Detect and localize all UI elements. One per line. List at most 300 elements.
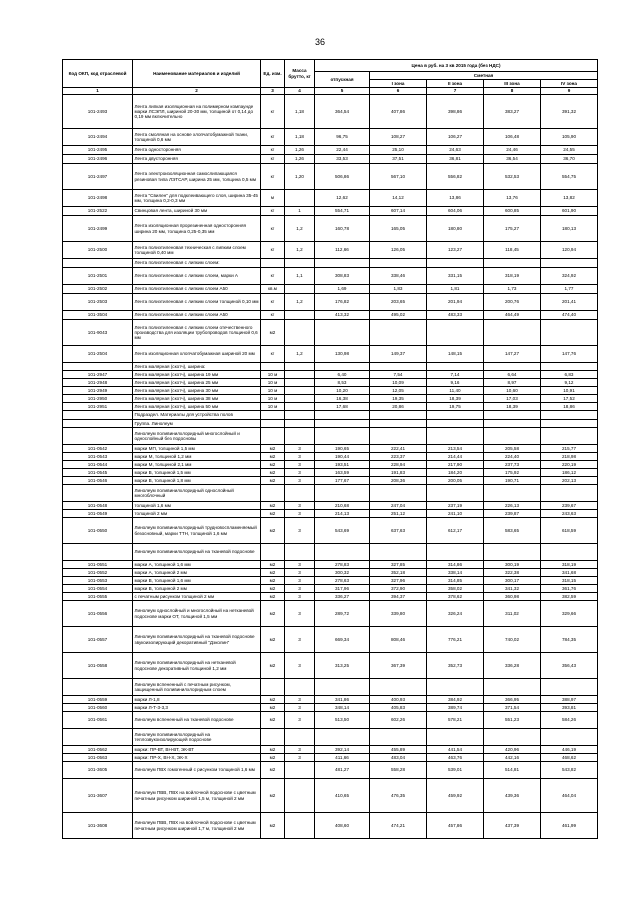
row-code: 101-0542 bbox=[63, 445, 133, 453]
row-code: 101-2947 bbox=[63, 371, 133, 379]
price-zone-4: 36,70 bbox=[541, 155, 598, 164]
price-zone-3: 311,02 bbox=[484, 601, 541, 627]
row-code: 101-2496 bbox=[63, 155, 133, 164]
row-mass: 3 bbox=[285, 510, 315, 518]
row-name: Лента полиэтиленовая с липким слоем, марки А bbox=[133, 268, 261, 285]
table-row bbox=[63, 729, 598, 746]
table-row bbox=[63, 320, 598, 346]
row-code bbox=[63, 485, 133, 502]
price-release: 408,60 bbox=[315, 813, 370, 839]
row-code: 101-3608 bbox=[63, 813, 133, 839]
price-release: 10,20 bbox=[315, 387, 370, 395]
row-code: 101-0553 bbox=[63, 577, 133, 585]
price-zone-2: 36,81 bbox=[427, 155, 484, 164]
price-zone-3: 442,16 bbox=[484, 754, 541, 762]
price-release: 341,86 bbox=[315, 696, 370, 704]
price-release: 96,75 bbox=[315, 129, 370, 146]
row-code: 101-2501 bbox=[63, 268, 133, 285]
price-zone-1: 607,14 bbox=[370, 207, 427, 216]
price-zone-4 bbox=[541, 679, 598, 696]
table-row bbox=[63, 593, 598, 601]
row-unit: м2 bbox=[261, 712, 285, 729]
price-zone-1 bbox=[370, 729, 427, 746]
row-mass: 1,26 bbox=[285, 146, 315, 155]
row-mass: 1,2 bbox=[285, 242, 315, 259]
price-release bbox=[315, 679, 370, 696]
price-release: 392,14 bbox=[315, 746, 370, 754]
price-zone-2: 338,14 bbox=[427, 569, 484, 577]
price-zone-1: 228,94 bbox=[370, 461, 427, 469]
header-name: Наименование материалов и изделий bbox=[133, 60, 261, 88]
price-zone-3: 239,87 bbox=[484, 510, 541, 518]
row-unit: кг bbox=[261, 155, 285, 164]
row-code: 101-3605 bbox=[63, 762, 133, 779]
row-code: 101-0557 bbox=[63, 627, 133, 653]
row-mass: 1,2 bbox=[285, 346, 315, 363]
price-release: 313,25 bbox=[315, 653, 370, 679]
price-zone-3: 6,64 bbox=[484, 371, 541, 379]
row-mass: 3 bbox=[285, 502, 315, 510]
row-code: 101-0550 bbox=[63, 518, 133, 544]
row-name: марки В, толщиной 2 мм bbox=[133, 585, 261, 593]
row-unit bbox=[261, 428, 285, 445]
price-zone-3: 10,60 bbox=[484, 387, 541, 395]
row-name: марки: ПР-ВТ, ВН-ВТ, ЭК-ВТ bbox=[133, 746, 261, 754]
row-unit: кг bbox=[261, 346, 285, 363]
row-code: 101-2504 bbox=[63, 346, 133, 363]
table-row bbox=[63, 164, 598, 190]
row-code: 101-0544 bbox=[63, 461, 133, 469]
row-name: с печатным рисунком толщиной 2 мм bbox=[133, 593, 261, 601]
price-zone-2: 352,73 bbox=[427, 653, 484, 679]
price-zone-4: 9,12 bbox=[541, 379, 598, 387]
table-row bbox=[63, 518, 598, 544]
table-row bbox=[63, 461, 598, 469]
row-mass: 1,2 bbox=[285, 294, 315, 311]
row-unit: м2 bbox=[261, 593, 285, 601]
price-zone-1: 338,46 bbox=[370, 268, 427, 285]
row-mass: 1,1 bbox=[285, 268, 315, 285]
price-zone-2: 578,21 bbox=[427, 712, 484, 729]
price-zone-1 bbox=[370, 485, 427, 502]
row-name: Лента полиэтиленовая с липким слоем А50 bbox=[133, 285, 261, 294]
row-unit: м bbox=[261, 190, 285, 207]
price-zone-1: 19,35 bbox=[370, 395, 427, 403]
row-name: Лента полиэтиленовая с липким слоем отечественного производства для изоляции трубопроводов толщиной 0,6 мм bbox=[133, 320, 261, 346]
column-number: 7 bbox=[427, 88, 484, 95]
column-number: 9 bbox=[541, 88, 598, 95]
row-name: марки В, толщиной 1,6 мм bbox=[133, 577, 261, 585]
price-zone-3: 205,58 bbox=[484, 445, 541, 453]
row-unit: кг bbox=[261, 242, 285, 259]
price-zone-1: 372,90 bbox=[370, 585, 427, 593]
row-name: марки В, толщиной 1,5 мм bbox=[133, 469, 261, 477]
table-row bbox=[63, 754, 598, 762]
row-code: 101-2494 bbox=[63, 129, 133, 146]
table-row bbox=[63, 428, 598, 445]
price-zone-2: 148,15 bbox=[427, 346, 484, 363]
price-release: 160,78 bbox=[315, 216, 370, 242]
row-unit: кг bbox=[261, 268, 285, 285]
price-zone-3: 36,54 bbox=[484, 155, 541, 164]
row-unit bbox=[261, 544, 285, 561]
price-zone-4: 461,99 bbox=[541, 813, 598, 839]
row-code: 101-3607 bbox=[63, 779, 133, 813]
row-name: Линолеум ПВВ, ПВХ на войлочной подоснове с цветным печатным рисунком шириной 1,5 м, толщиной 2 мм bbox=[133, 779, 261, 813]
row-name: Линолеум поливинилхлоридный на теплозвукоизолирующей подоснове bbox=[133, 729, 261, 746]
row-mass: 3 bbox=[285, 746, 315, 754]
price-zone-2: 441,54 bbox=[427, 746, 484, 754]
column-numbers-row bbox=[63, 88, 598, 95]
price-zone-2: 398,86 bbox=[427, 95, 484, 129]
row-name: Лента липкая изоляционная на полимерном компаунде марки ЛСЭПЛ, шириной 20-30 мм, толщиной от 0,14 до 0,19 мм включительно bbox=[133, 95, 261, 129]
row-mass bbox=[285, 762, 315, 779]
price-zone-3: 226,13 bbox=[484, 502, 541, 510]
table-row bbox=[63, 95, 598, 129]
price-zone-1: 483,04 bbox=[370, 754, 427, 762]
price-zone-4: 120,94 bbox=[541, 242, 598, 259]
row-unit: м2 bbox=[261, 502, 285, 510]
price-table bbox=[62, 59, 598, 839]
row-name: Линолеум вспененный с печатным рисунком, защищенный поливинилхлоридным слоем bbox=[133, 679, 261, 696]
price-zone-3: 237,73 bbox=[484, 461, 541, 469]
row-mass bbox=[285, 403, 315, 411]
row-name: марки М, толщиной 2,1 мм bbox=[133, 461, 261, 469]
row-mass: 3 bbox=[285, 569, 315, 577]
row-mass bbox=[285, 544, 315, 561]
row-mass: 3 bbox=[285, 593, 315, 601]
price-zone-2: 556,82 bbox=[427, 164, 484, 190]
table-row bbox=[63, 544, 598, 561]
row-unit bbox=[261, 679, 285, 696]
price-zone-3: 24,46 bbox=[484, 146, 541, 155]
price-zone-1: 12,05 bbox=[370, 387, 427, 395]
price-zone-2 bbox=[427, 259, 484, 268]
price-zone-4: 618,59 bbox=[541, 518, 598, 544]
price-zone-2: 776,21 bbox=[427, 627, 484, 653]
price-zone-1: 20,86 bbox=[370, 403, 427, 411]
row-mass: 3 bbox=[285, 601, 315, 627]
price-zone-3 bbox=[484, 420, 541, 428]
price-zone-1: 10,09 bbox=[370, 379, 427, 387]
price-release: 6,40 bbox=[315, 371, 370, 379]
price-zone-4: 361,76 bbox=[541, 585, 598, 593]
row-mass bbox=[285, 729, 315, 746]
row-name: Лента изоляционная прорезиненная односторонняя ширина 20 мм, толщина 0,25-0,35 мм bbox=[133, 216, 261, 242]
table-row bbox=[63, 653, 598, 679]
row-name: Линолеум поливинилхлоридный трудновоспламеняемый безосновный, марки ТТН, толщиной 1,6 мм bbox=[133, 518, 261, 544]
header-estimate: Сметная bbox=[370, 72, 598, 80]
price-release: 16,38 bbox=[315, 395, 370, 403]
row-unit: м2 bbox=[261, 779, 285, 813]
row-unit: м2 bbox=[261, 704, 285, 712]
table-row bbox=[63, 294, 598, 311]
price-zone-3: 318,19 bbox=[484, 268, 541, 285]
column-number: 3 bbox=[261, 88, 285, 95]
row-name: марки М, толщиной 1,2 мм bbox=[133, 453, 261, 461]
price-zone-2: 314,86 bbox=[427, 561, 484, 569]
price-zone-1: 251,12 bbox=[370, 510, 427, 518]
price-zone-4: 446,19 bbox=[541, 746, 598, 754]
price-zone-3 bbox=[484, 363, 541, 371]
price-zone-4: 6,83 bbox=[541, 371, 598, 379]
price-zone-1: 25,10 bbox=[370, 146, 427, 155]
price-zone-3: 13,76 bbox=[484, 190, 541, 207]
row-unit: м2 bbox=[261, 601, 285, 627]
price-zone-3: 439,36 bbox=[484, 779, 541, 813]
price-release: 130,98 bbox=[315, 346, 370, 363]
column-number: 1 bbox=[63, 88, 133, 95]
price-release: 348,14 bbox=[315, 704, 370, 712]
price-release: 8,53 bbox=[315, 379, 370, 387]
price-zone-4: 382,59 bbox=[541, 593, 598, 601]
row-mass bbox=[285, 311, 315, 320]
price-zone-2: 106,27 bbox=[427, 129, 484, 146]
row-mass: 3 bbox=[285, 461, 315, 469]
row-name: Линолеум ПВХ гомогенный с рисунком толщиной 1,6 мм bbox=[133, 762, 261, 779]
row-code: 101-0560 bbox=[63, 704, 133, 712]
row-unit: 10 м bbox=[261, 387, 285, 395]
price-release: 289,72 bbox=[315, 601, 370, 627]
row-unit: 10 м bbox=[261, 403, 285, 411]
table-row bbox=[63, 813, 598, 839]
price-zone-1: 191,83 bbox=[370, 469, 427, 477]
row-mass bbox=[285, 379, 315, 387]
row-mass: 1,26 bbox=[285, 155, 315, 164]
row-code: 101-0548 bbox=[63, 502, 133, 510]
table-row bbox=[63, 268, 598, 285]
price-release bbox=[315, 420, 370, 428]
price-zone-1 bbox=[370, 259, 427, 268]
price-zone-4: 554,75 bbox=[541, 164, 598, 190]
table-row bbox=[63, 395, 598, 403]
row-name: толщиной 1,6 мм bbox=[133, 502, 261, 510]
row-unit: кг bbox=[261, 207, 285, 216]
price-zone-3: 532,53 bbox=[484, 164, 541, 190]
price-zone-4 bbox=[541, 544, 598, 561]
table-row bbox=[63, 371, 598, 379]
price-zone-4: 24,55 bbox=[541, 146, 598, 155]
row-name: Линолеум поливинилхлоридный многослойный и однослойный без подосновы bbox=[133, 428, 261, 445]
price-zone-2 bbox=[427, 363, 484, 371]
row-unit: кг bbox=[261, 164, 285, 190]
row-code: 101-0562 bbox=[63, 746, 133, 754]
price-zone-2 bbox=[427, 420, 484, 428]
price-zone-1 bbox=[370, 428, 427, 445]
table-row bbox=[63, 207, 598, 216]
table-row bbox=[63, 746, 598, 754]
price-zone-2 bbox=[427, 544, 484, 561]
price-zone-1: 247,04 bbox=[370, 502, 427, 510]
row-code: 101-3504 bbox=[63, 311, 133, 320]
table-row bbox=[63, 704, 598, 712]
price-zone-1: 37,51 bbox=[370, 155, 427, 164]
row-mass bbox=[285, 371, 315, 379]
row-name: Лента малярная (скотч), ширина 30 мм bbox=[133, 387, 261, 395]
price-zone-4: 318,15 bbox=[541, 577, 598, 585]
row-name: Линолеум вспененный на тканевой подоснове bbox=[133, 712, 261, 729]
row-name: Лента малярная (скотч), ширина: bbox=[133, 363, 261, 371]
table-row bbox=[63, 445, 598, 453]
price-zone-4: 356,43 bbox=[541, 653, 598, 679]
row-name: марки В, толщиной 1,8 мм bbox=[133, 477, 261, 485]
table-row bbox=[63, 510, 598, 518]
price-zone-1: 558,28 bbox=[370, 762, 427, 779]
column-number: 6 bbox=[370, 88, 427, 95]
price-zone-2: 326,24 bbox=[427, 601, 484, 627]
price-zone-2: 184,20 bbox=[427, 469, 484, 477]
price-zone-4: 202,13 bbox=[541, 477, 598, 485]
row-unit bbox=[261, 420, 285, 428]
row-mass bbox=[285, 411, 315, 420]
price-release: 669,34 bbox=[315, 627, 370, 653]
price-zone-4: 393,81 bbox=[541, 704, 598, 712]
price-zone-1 bbox=[370, 363, 427, 371]
price-zone-4: 186,12 bbox=[541, 469, 598, 477]
price-zone-3 bbox=[484, 485, 541, 502]
row-name: марки А, толщиной 1,6 мм bbox=[133, 561, 261, 569]
price-zone-4: 105,90 bbox=[541, 129, 598, 146]
table-row bbox=[63, 346, 598, 363]
price-zone-3 bbox=[484, 428, 541, 445]
row-mass: 3 bbox=[285, 445, 315, 453]
row-mass bbox=[285, 363, 315, 371]
table-row bbox=[63, 216, 598, 242]
price-release: 300,32 bbox=[315, 569, 370, 577]
row-code: 101-0561 bbox=[63, 712, 133, 729]
row-code: 101-2949 bbox=[63, 387, 133, 395]
price-zone-1: 602,26 bbox=[370, 712, 427, 729]
price-zone-1 bbox=[370, 544, 427, 561]
price-zone-2 bbox=[427, 320, 484, 346]
price-zone-2 bbox=[427, 729, 484, 746]
price-zone-3: 322,38 bbox=[484, 569, 541, 577]
price-zone-4: 180,13 bbox=[541, 216, 598, 242]
row-mass: 3 bbox=[285, 561, 315, 569]
row-code: 101-9043 bbox=[63, 320, 133, 346]
price-zone-1: 474,21 bbox=[370, 813, 427, 839]
price-zone-1: 495,02 bbox=[370, 311, 427, 320]
table-row bbox=[63, 561, 598, 569]
price-release: 193,51 bbox=[315, 461, 370, 469]
price-zone-1: 149,37 bbox=[370, 346, 427, 363]
price-release bbox=[315, 411, 370, 420]
row-unit: м2 bbox=[261, 469, 285, 477]
price-zone-4: 468,62 bbox=[541, 754, 598, 762]
price-release: 506,86 bbox=[315, 164, 370, 190]
price-zone-2: 604,06 bbox=[427, 207, 484, 216]
header-mass: Масса брутто, кг bbox=[285, 60, 315, 88]
table-row bbox=[63, 146, 598, 155]
price-zone-2 bbox=[427, 485, 484, 502]
row-mass: 1,18 bbox=[285, 95, 315, 129]
table-row bbox=[63, 411, 598, 420]
row-unit: м2 bbox=[261, 453, 285, 461]
row-unit: м2 bbox=[261, 445, 285, 453]
row-name: Лента изоляционная хлопчатобумажная шириной 20 мм bbox=[133, 346, 261, 363]
row-unit: кг bbox=[261, 311, 285, 320]
row-unit: м2 bbox=[261, 585, 285, 593]
row-unit: м2 bbox=[261, 627, 285, 653]
row-name: Линолеум поливинилхлоридный на тканевой подоснове bbox=[133, 544, 261, 561]
price-zone-4: 243,63 bbox=[541, 510, 598, 518]
table-row bbox=[63, 190, 598, 207]
price-zone-1: 327,96 bbox=[370, 577, 427, 585]
price-zone-3: 1,73 bbox=[484, 285, 541, 294]
row-mass bbox=[285, 190, 315, 207]
row-unit: 10 м bbox=[261, 379, 285, 387]
row-name: Лента малярная (скотч), ширина 38 мм bbox=[133, 395, 261, 403]
row-mass bbox=[285, 813, 315, 839]
price-zone-1: 208,36 bbox=[370, 477, 427, 485]
price-zone-1: 405,83 bbox=[370, 704, 427, 712]
header-zone-4: IV зона bbox=[541, 80, 598, 88]
row-mass: 3 bbox=[285, 469, 315, 477]
row-name: Лента малярная (скотч), ширина 50 мм bbox=[133, 403, 261, 411]
price-zone-1 bbox=[370, 411, 427, 420]
price-zone-3 bbox=[484, 729, 541, 746]
row-unit: м2 bbox=[261, 320, 285, 346]
price-zone-4: 318,19 bbox=[541, 561, 598, 569]
price-zone-4: 324,92 bbox=[541, 268, 598, 285]
price-release: 411,66 bbox=[315, 754, 370, 762]
price-zone-2: 539,01 bbox=[427, 762, 484, 779]
row-name: толщиной 2 мм bbox=[133, 510, 261, 518]
row-code: 101-2499 bbox=[63, 216, 133, 242]
price-zone-2: 612,17 bbox=[427, 518, 484, 544]
table-row bbox=[63, 311, 598, 320]
row-code: 101-2495 bbox=[63, 146, 133, 155]
table-row bbox=[63, 129, 598, 146]
row-unit bbox=[261, 259, 285, 268]
row-name: марки Л-Т-3-3,3 bbox=[133, 704, 261, 712]
price-zone-3: 106,48 bbox=[484, 129, 541, 146]
table-row bbox=[63, 569, 598, 577]
price-zone-4 bbox=[541, 428, 598, 445]
price-zone-3: 371,54 bbox=[484, 704, 541, 712]
price-zone-3 bbox=[484, 411, 541, 420]
row-code: 101-0551 bbox=[63, 561, 133, 569]
row-unit: кг bbox=[261, 129, 285, 146]
price-zone-2: 331,15 bbox=[427, 268, 484, 285]
price-release: 308,83 bbox=[315, 268, 370, 285]
row-unit bbox=[261, 485, 285, 502]
price-zone-1: 367,39 bbox=[370, 653, 427, 679]
table-row bbox=[63, 679, 598, 696]
row-unit: м2 bbox=[261, 569, 285, 577]
price-zone-1: 394,37 bbox=[370, 593, 427, 601]
price-zone-3 bbox=[484, 320, 541, 346]
row-code bbox=[63, 729, 133, 746]
price-zone-3: 383,27 bbox=[484, 95, 541, 129]
price-release bbox=[315, 485, 370, 502]
price-release: 176,82 bbox=[315, 294, 370, 311]
row-mass: 1,18 bbox=[285, 129, 315, 146]
price-zone-2: 123,27 bbox=[427, 242, 484, 259]
price-release: 112,66 bbox=[315, 242, 370, 259]
header-zone-2: II зона bbox=[427, 80, 484, 88]
price-zone-4 bbox=[541, 420, 598, 428]
price-zone-1: 455,89 bbox=[370, 746, 427, 754]
page-number: 36 bbox=[314, 37, 325, 47]
row-name: Лента "Свилен" для подклеивающего слоя, ширина 35-45 мм, толщина 0,2-0,3 мм bbox=[133, 190, 261, 207]
header-price: Цена в руб. на 3 кв 2015 года (без НДС) bbox=[315, 60, 598, 72]
price-zone-2: 237,19 bbox=[427, 502, 484, 510]
price-zone-4: 601,90 bbox=[541, 207, 598, 216]
table-row bbox=[63, 259, 598, 268]
row-code: 101-0555 bbox=[63, 593, 133, 601]
price-zone-2: 483,33 bbox=[427, 311, 484, 320]
